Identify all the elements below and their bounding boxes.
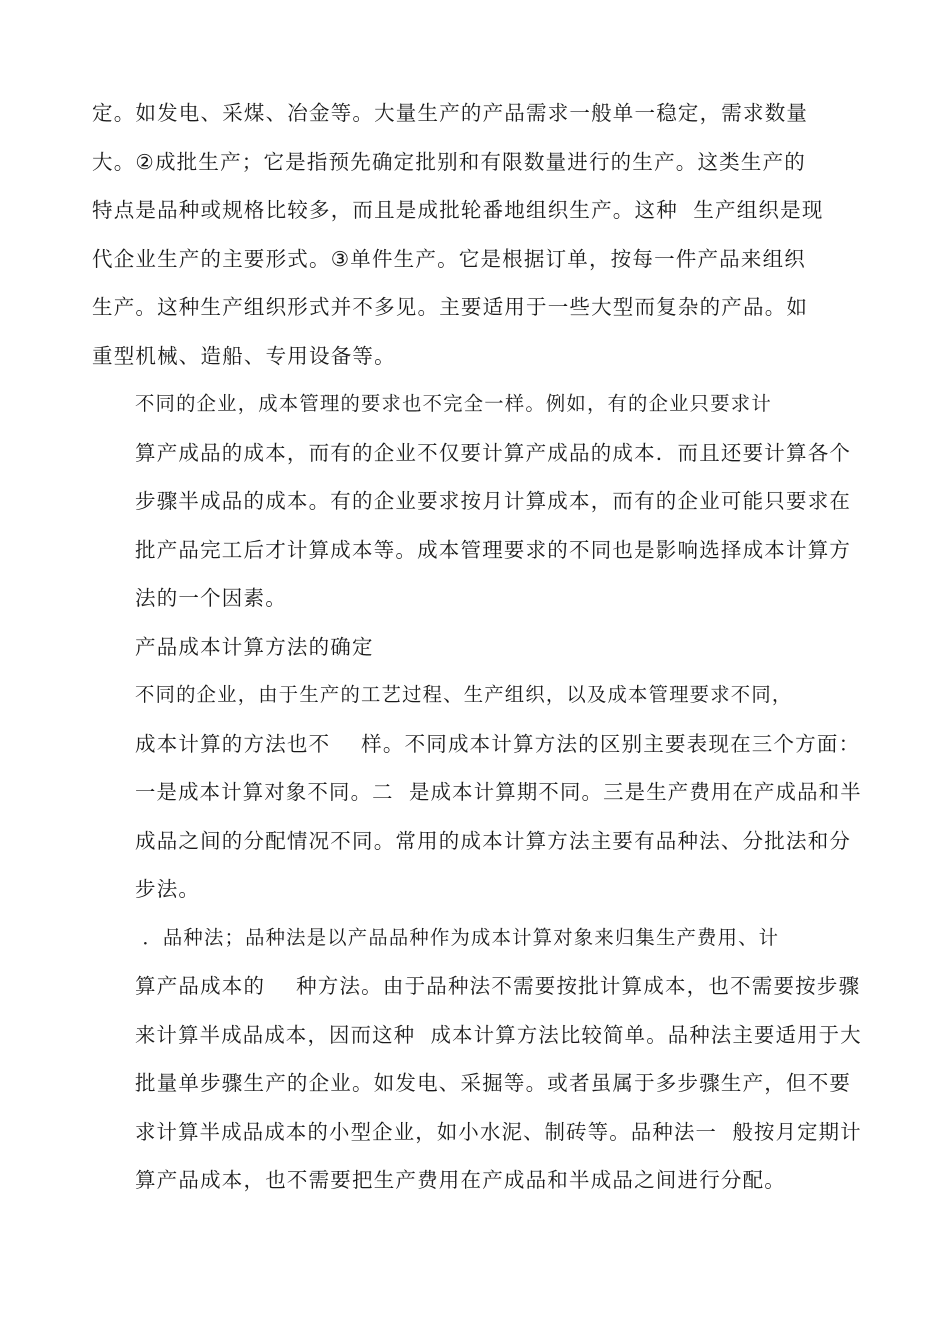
paragraph-variety-method [92, 914, 862, 1205]
paragraph-production-types [92, 89, 862, 380]
text-line: 求计算半成品成本的小型企业，如小水泥、制砖等。品种法一 般按月定期计 [135, 1119, 862, 1144]
text-line: 不同的企业，成本管理的要求也不完全一样。例如，有的企业只要求计 [135, 392, 772, 415]
text-line: 成品之间的分配情况不同。常用的成本计算方法主要有品种法、分批法和分 [135, 828, 852, 853]
text-line: 算产品成本的 种方法。由于品种法不需要按批计算成本，也不需要按步骤 [135, 974, 861, 998]
text-line: 来计算半成品成本，因而这种 成本计算方法比较简单。品种法主要适用于大 [135, 1022, 862, 1047]
heading-text: 产品成本计算方法的确定 [135, 634, 374, 659]
text-line: 算产成品的成本，而有的企业不仅要计算产成品的成本．而且还要计算各个 [135, 440, 852, 465]
text-line: 算产品成本，也不需要把生产费用在产成品和半成品之间进行分配。 [135, 1168, 786, 1192]
text-line: 特点是品种或规格比较多，而且是成批轮番地组织生产。这种 生产组织是现 [92, 198, 824, 222]
text-line: 代企业生产的主要形式。③单件生产。它是根据订单，按每一件产品来组织 [92, 246, 806, 271]
text-line: ．品种法；品种法是以产品品种作为成本计算对象来归集生产费用、计 [135, 925, 780, 949]
text-line: 大。②成批生产；它是指预先确定批别和有限数量进行的生产。这类生产的 [92, 149, 806, 174]
text-line: 生产。这种生产组织形式并不多见。主要适用于一些大型而复杂的产品。如 [92, 295, 809, 319]
document-page [92, 89, 862, 1205]
text-line: 批产品完工后才计算成本等。成本管理要求的不同也是影响选择成本计算方 [135, 537, 852, 562]
paragraph-method-differences [92, 671, 862, 914]
paragraph-cost-management [92, 380, 862, 623]
text-line: 重型机械、造船、专用设备等。 [92, 343, 396, 368]
text-line: 成本计算的方法也不 样。不同成本计算方法的区别主要表现在三个方面： [135, 731, 861, 756]
text-line: 法的一个因素。 [135, 586, 287, 610]
text-line: 一是成本计算对象不同。二 是成本计算期不同。三是生产费用在产成品和半 [135, 780, 862, 804]
text-line: 不同的企业，由于生产的工艺过程、生产组织，以及成本管理要求不同， [135, 683, 793, 706]
text-line: 批量单步骤生产的企业。如发电、采掘等。或者虽属于多步骤生产，但不要 [135, 1071, 852, 1095]
section-heading [92, 623, 862, 672]
text-line: 步法。 [135, 877, 201, 901]
text-line: 步骤半成品的成本。有的企业要求按月计算成本，而有的企业可能只要求在 [135, 489, 852, 513]
text-line: 定。如发电、采煤、冶金等。大量生产的产品需求一般单一稳定，需求数量 [92, 101, 809, 125]
